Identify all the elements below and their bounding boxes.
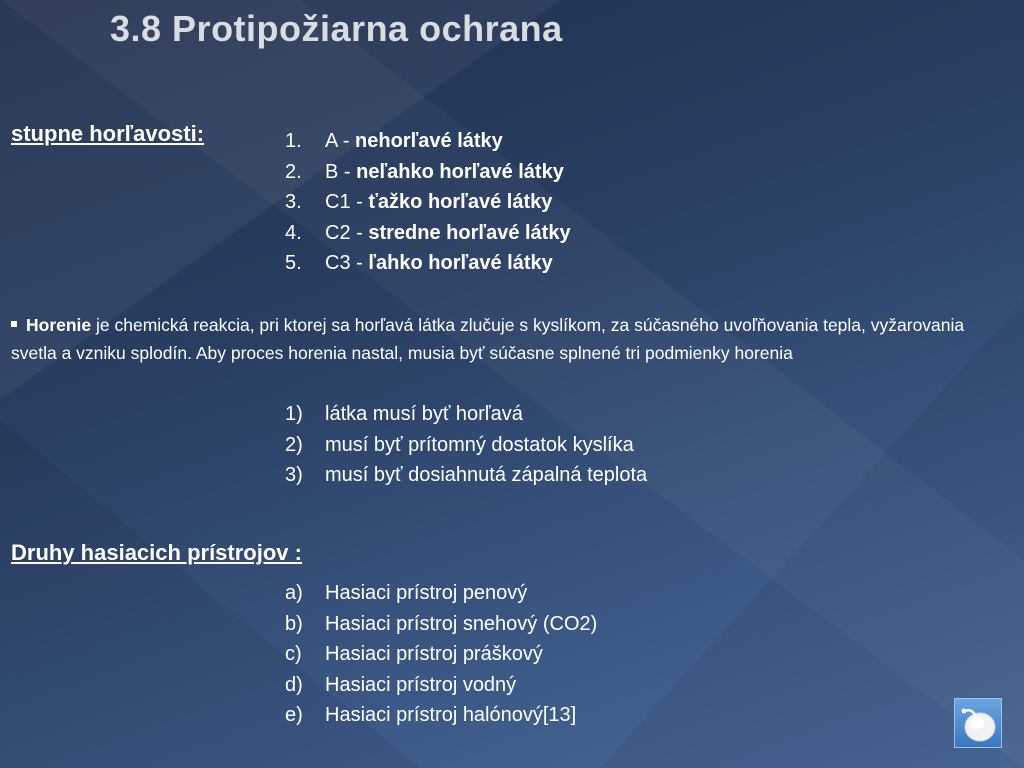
burning-text: je chemická reakcia, pri ktorej sa horľavá látka zlučuje s kyslíkom, za súčasného uvoľňovania tepla, vyžarovania svetla a vzniku splodín. Aby proces horenia nastal, musia byť súčasne splnené tri podmienky horenia — [11, 315, 965, 363]
item-prefix: C1 - — [325, 191, 369, 213]
item-prefix: A - — [325, 130, 356, 152]
flammability-list — [285, 126, 571, 279]
item-label: Hasiaci prístroj práškový — [325, 643, 543, 665]
item-label: stredne horľavé látky — [368, 221, 571, 244]
square-bullet-icon — [11, 321, 17, 327]
list-item — [285, 399, 647, 430]
slide-title: 3.8 Protipožiarna ochrana — [110, 8, 563, 49]
list-marker: 2. — [285, 160, 302, 183]
item-label: ľahko horľavé látky — [368, 252, 553, 274]
flammability-heading: stupne horľavosti: — [11, 121, 205, 146]
extinguishers-list — [285, 578, 597, 731]
extinguishers-heading: Druhy hasiacich prístrojov : — [11, 540, 302, 565]
item-label: nehorľavé látky — [355, 130, 503, 152]
list-marker: 1. — [285, 130, 302, 152]
list-item — [285, 157, 571, 188]
list-marker: 3. — [285, 191, 302, 213]
list-item — [285, 126, 571, 157]
list-item — [285, 430, 647, 461]
item-label: musí byť dosiahnutá zápalná teplota — [325, 464, 648, 486]
list-marker: 3) — [285, 464, 303, 486]
item-label: neľahko horľavé látky — [356, 160, 564, 183]
sound-icon — [955, 699, 1001, 747]
list-marker: e) — [285, 704, 303, 726]
list-marker: b) — [285, 612, 303, 635]
list-marker: c) — [285, 643, 302, 665]
conditions-list — [285, 399, 647, 491]
list-item — [285, 609, 597, 640]
list-marker: 1) — [285, 403, 303, 425]
sound-button[interactable] — [954, 698, 1002, 748]
list-marker: a) — [285, 582, 303, 604]
list-item — [285, 670, 597, 701]
list-item — [285, 218, 571, 249]
item-label: Hasiaci prístroj vodný — [325, 673, 517, 696]
item-prefix: C3 - — [325, 252, 369, 274]
list-item — [285, 578, 597, 609]
item-label: Hasiaci prístroj penový — [325, 582, 528, 604]
list-item — [285, 700, 597, 731]
list-marker: 2) — [285, 433, 303, 456]
list-item — [285, 639, 597, 670]
burning-term: Horenie — [26, 315, 92, 335]
item-label: Hasiaci prístroj halónový[13] — [325, 704, 577, 726]
item-prefix: B - — [325, 160, 357, 183]
list-item — [285, 248, 571, 279]
item-label: ťažko horľavé látky — [368, 191, 553, 213]
list-marker: d) — [285, 673, 303, 696]
list-item — [285, 187, 571, 218]
item-prefix: C2 - — [325, 221, 369, 244]
list-item — [285, 460, 647, 491]
list-marker: 4. — [285, 221, 302, 244]
burning-paragraph — [11, 312, 991, 367]
list-marker: 5. — [285, 252, 302, 274]
item-label: látka musí byť horľavá — [325, 403, 523, 425]
item-label: Hasiaci prístroj snehový (CO2) — [325, 612, 598, 635]
item-label: musí byť prítomný dostatok kyslíka — [325, 433, 634, 456]
